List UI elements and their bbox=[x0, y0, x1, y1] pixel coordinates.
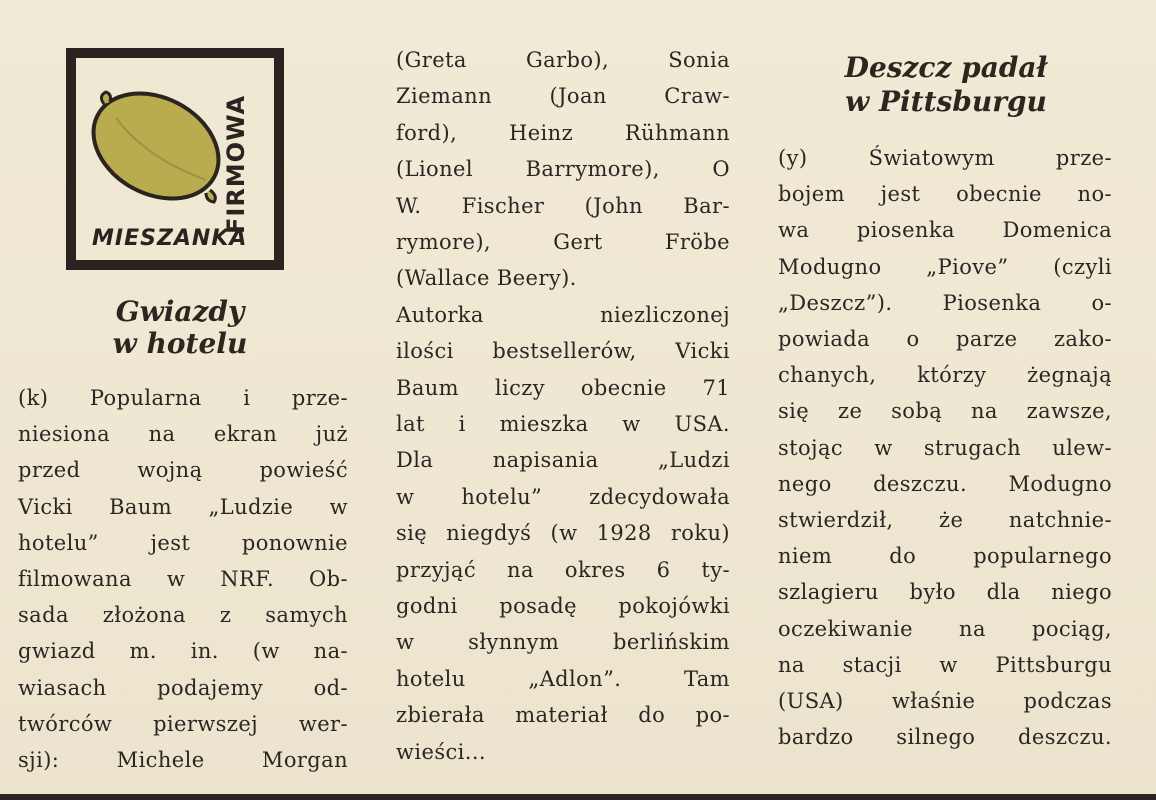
text-line: Dla napisania „Ludzi bbox=[396, 448, 730, 473]
text-line: przed wojną powieść bbox=[18, 458, 348, 483]
text-line: ilości bestsellerów, Vicki bbox=[396, 339, 730, 364]
text-line: stojąc w strugach ulew- bbox=[778, 435, 1112, 460]
logo-side-text: FIRMOWA bbox=[222, 94, 250, 234]
text-line: bojem jest obecnie no- bbox=[778, 182, 1112, 207]
text-line: (Wallace Beery). bbox=[396, 266, 577, 291]
text-line: filmowana w NRF. Ob- bbox=[18, 567, 348, 591]
text-line: (USA) właśnie podczas bbox=[778, 689, 1112, 713]
text-line: lat i mieszka w USA. bbox=[396, 412, 730, 436]
text-line: sada złożona z samych bbox=[18, 603, 348, 628]
text-line: Baum liczy obecnie 71 bbox=[396, 375, 730, 400]
text-line: nego deszczu. Modugno bbox=[778, 471, 1112, 496]
text-line: bardzo silnego deszczu. bbox=[778, 725, 1112, 750]
text-line: wieści... bbox=[396, 739, 486, 764]
text-line: powiada o parze zako- bbox=[778, 327, 1112, 351]
text-line: (Greta Garbo), Sonia bbox=[396, 48, 730, 72]
article2-title-line2: w Pittsburgu bbox=[845, 85, 1047, 118]
text-line: stwierdził, że natchnie- bbox=[778, 508, 1112, 532]
text-line: Modugno „Piove” (czyli bbox=[778, 254, 1112, 279]
text-line: w słynnym berlińskim bbox=[396, 630, 730, 655]
text-line: niem do popularnego bbox=[778, 544, 1112, 569]
text-line: w hotelu” zdecydowała bbox=[396, 484, 730, 509]
text-line: sji): Michele Morgan bbox=[18, 748, 348, 772]
text-line: niesiona na ekran już bbox=[18, 422, 348, 447]
text-line: wa piosenka Domenica bbox=[778, 218, 1112, 243]
text-line: „Deszcz”). Piosenka o- bbox=[778, 290, 1112, 315]
text-line: na stacji w Pittsburgu bbox=[778, 652, 1112, 677]
text-line: Autorka niezliczonej bbox=[396, 302, 730, 327]
text-line: zbierała materiał do po- bbox=[396, 703, 730, 728]
text-line: Vicki Baum „Ludzie w bbox=[18, 494, 348, 519]
text-line: oczekiwanie na pociąg, bbox=[778, 616, 1112, 641]
text-line: hotelu” jest ponownie bbox=[18, 530, 348, 555]
text-line: się niegdyś (w 1928 roku) bbox=[396, 521, 730, 546]
text-line: (k) Popularna i prze- bbox=[18, 386, 348, 410]
text-line: rymore), Gert Fröbe bbox=[396, 230, 730, 254]
text-line: (y) Światowym prze- bbox=[778, 146, 1112, 170]
text-line: twórców pierwszej wer- bbox=[18, 711, 348, 736]
text-line: szlagieru było dla niego bbox=[778, 580, 1112, 605]
text-line: przyjąć na okres 6 ty- bbox=[396, 557, 730, 582]
text-line: hotelu „Adlon”. Tam bbox=[396, 666, 730, 691]
text-line: Ziemann (Joan Craw- bbox=[396, 84, 730, 109]
text-line: wiasach podajemy od- bbox=[18, 675, 348, 700]
text-line: (Lionel Barrymore), O bbox=[396, 157, 730, 182]
text-line: się ze sobą na zawsze, bbox=[778, 399, 1112, 424]
article1-title-line2: w hotelu bbox=[112, 327, 248, 360]
text-line: gwiazd m. in. (w na- bbox=[18, 639, 348, 664]
article2-title-line1: Deszcz padał bbox=[844, 51, 1048, 84]
bottom-rule bbox=[0, 794, 1156, 800]
text-line: ford), Heinz Rühmann bbox=[396, 120, 730, 145]
mieszanka-firmowa-logo bbox=[66, 48, 284, 270]
text-line: W. Fischer (John Bar- bbox=[396, 193, 730, 218]
logo-bottom-text: MIESZANKA bbox=[92, 226, 248, 251]
text-line: godni posadę pokojówki bbox=[396, 594, 730, 618]
article1-title-line1: Gwiazdy bbox=[115, 295, 245, 328]
text-line: chanych, którzy żegnają bbox=[778, 363, 1112, 388]
